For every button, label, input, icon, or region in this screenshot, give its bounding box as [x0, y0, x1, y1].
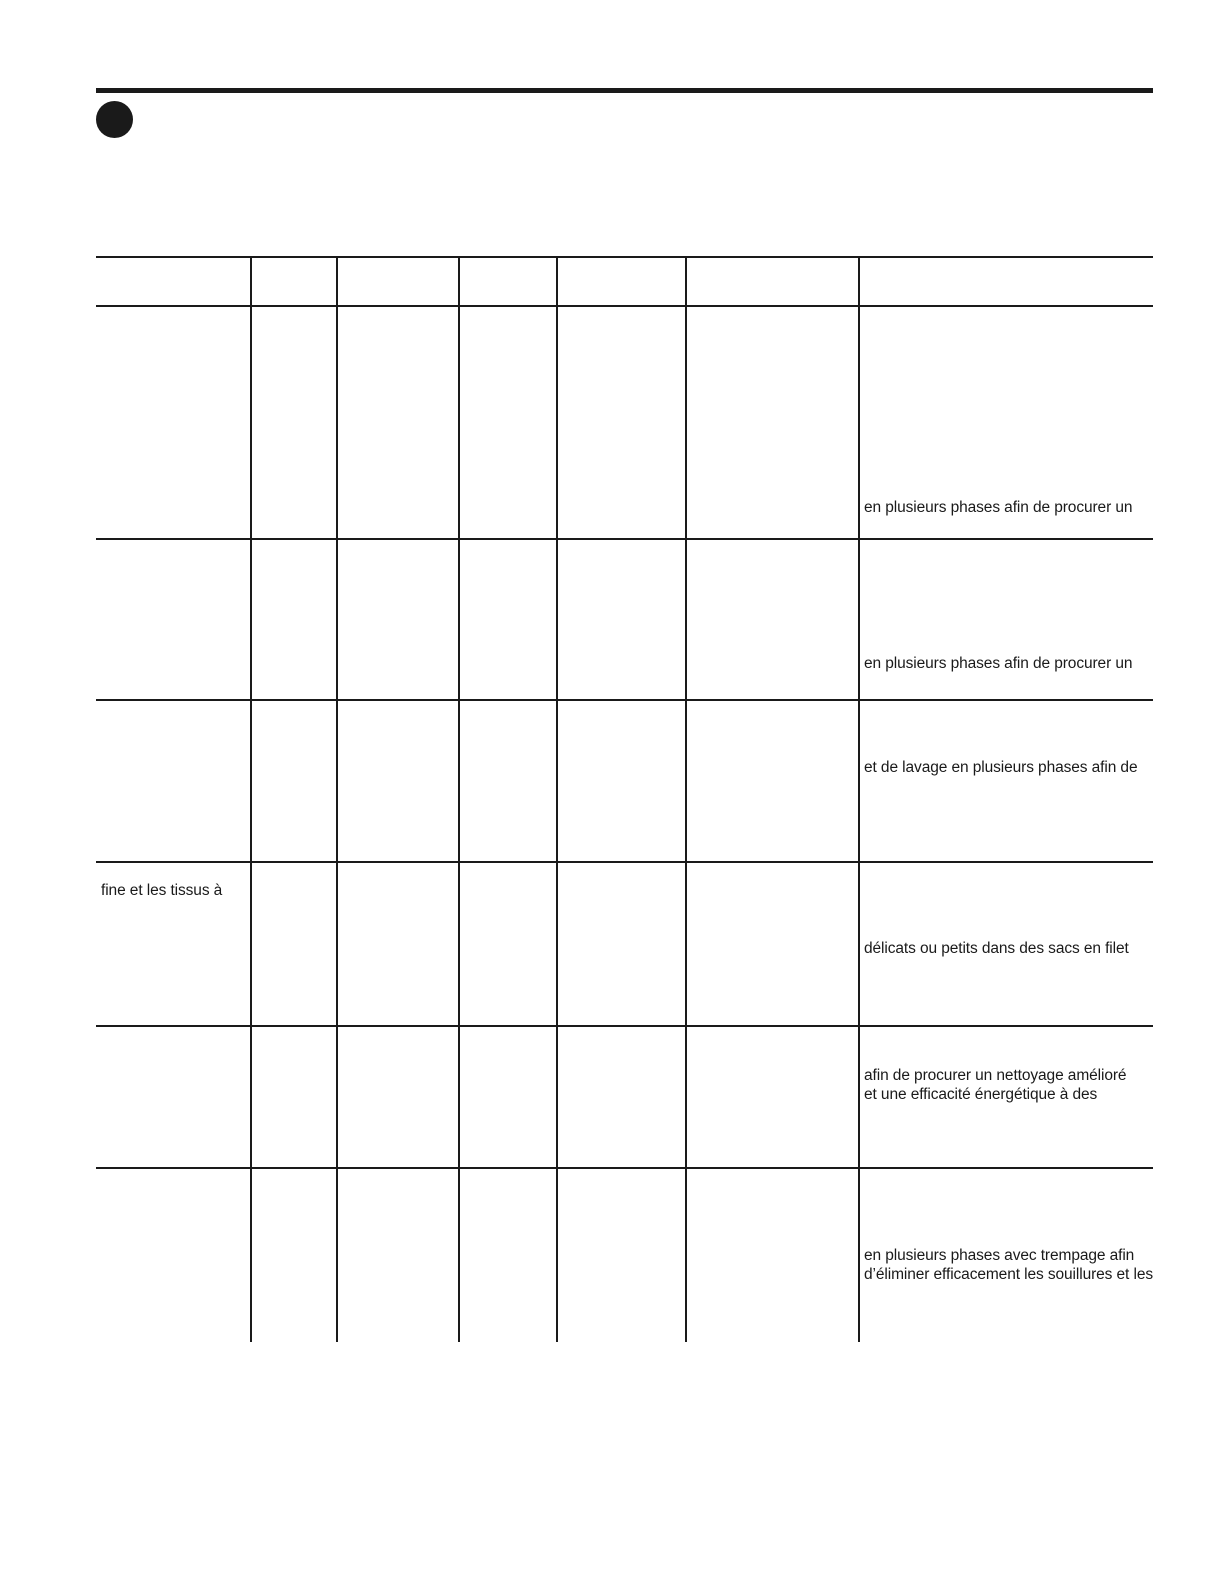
- table-row-2-description: en plusieurs phases afin de procurer un: [864, 655, 1133, 672]
- table-column-divider: [858, 256, 860, 1342]
- table-row-1-description: en plusieurs phases afin de procurer un: [864, 499, 1133, 516]
- table-column-divider: [336, 256, 338, 1342]
- table-row-divider: [96, 538, 1153, 540]
- section-bullet-icon: [96, 101, 133, 138]
- table-column-divider: [556, 256, 558, 1342]
- table-column-divider: [685, 256, 687, 1342]
- table-row-divider: [96, 861, 1153, 863]
- table-row-4-cycle-name: fine et les tissus à: [101, 882, 223, 899]
- table-column-divider: [458, 256, 460, 1342]
- table-row-6-description-line-1: en plusieurs phases avec trempage afin: [864, 1247, 1135, 1264]
- top-rule: [96, 88, 1153, 93]
- table-row-3-description: et de lavage en plusieurs phases afin de: [864, 759, 1138, 776]
- table-header-bottom-rule: [96, 305, 1153, 307]
- table-row-6-description-line-2: d’éliminer efficacement les souillures et les: [864, 1266, 1153, 1283]
- table-row-5-description-line-1: afin de procurer un nettoyage amélioré: [864, 1067, 1127, 1084]
- table-header-top-rule: [96, 256, 1153, 258]
- table-row-4-description: délicats ou petits dans des sacs en filet: [864, 940, 1129, 957]
- table-row-divider: [96, 1025, 1153, 1027]
- table-column-divider: [250, 256, 252, 1342]
- table-row-divider: [96, 1167, 1153, 1169]
- table-row-divider: [96, 699, 1153, 701]
- table-row-5-description-line-2: et une efficacité énergétique à des: [864, 1086, 1098, 1103]
